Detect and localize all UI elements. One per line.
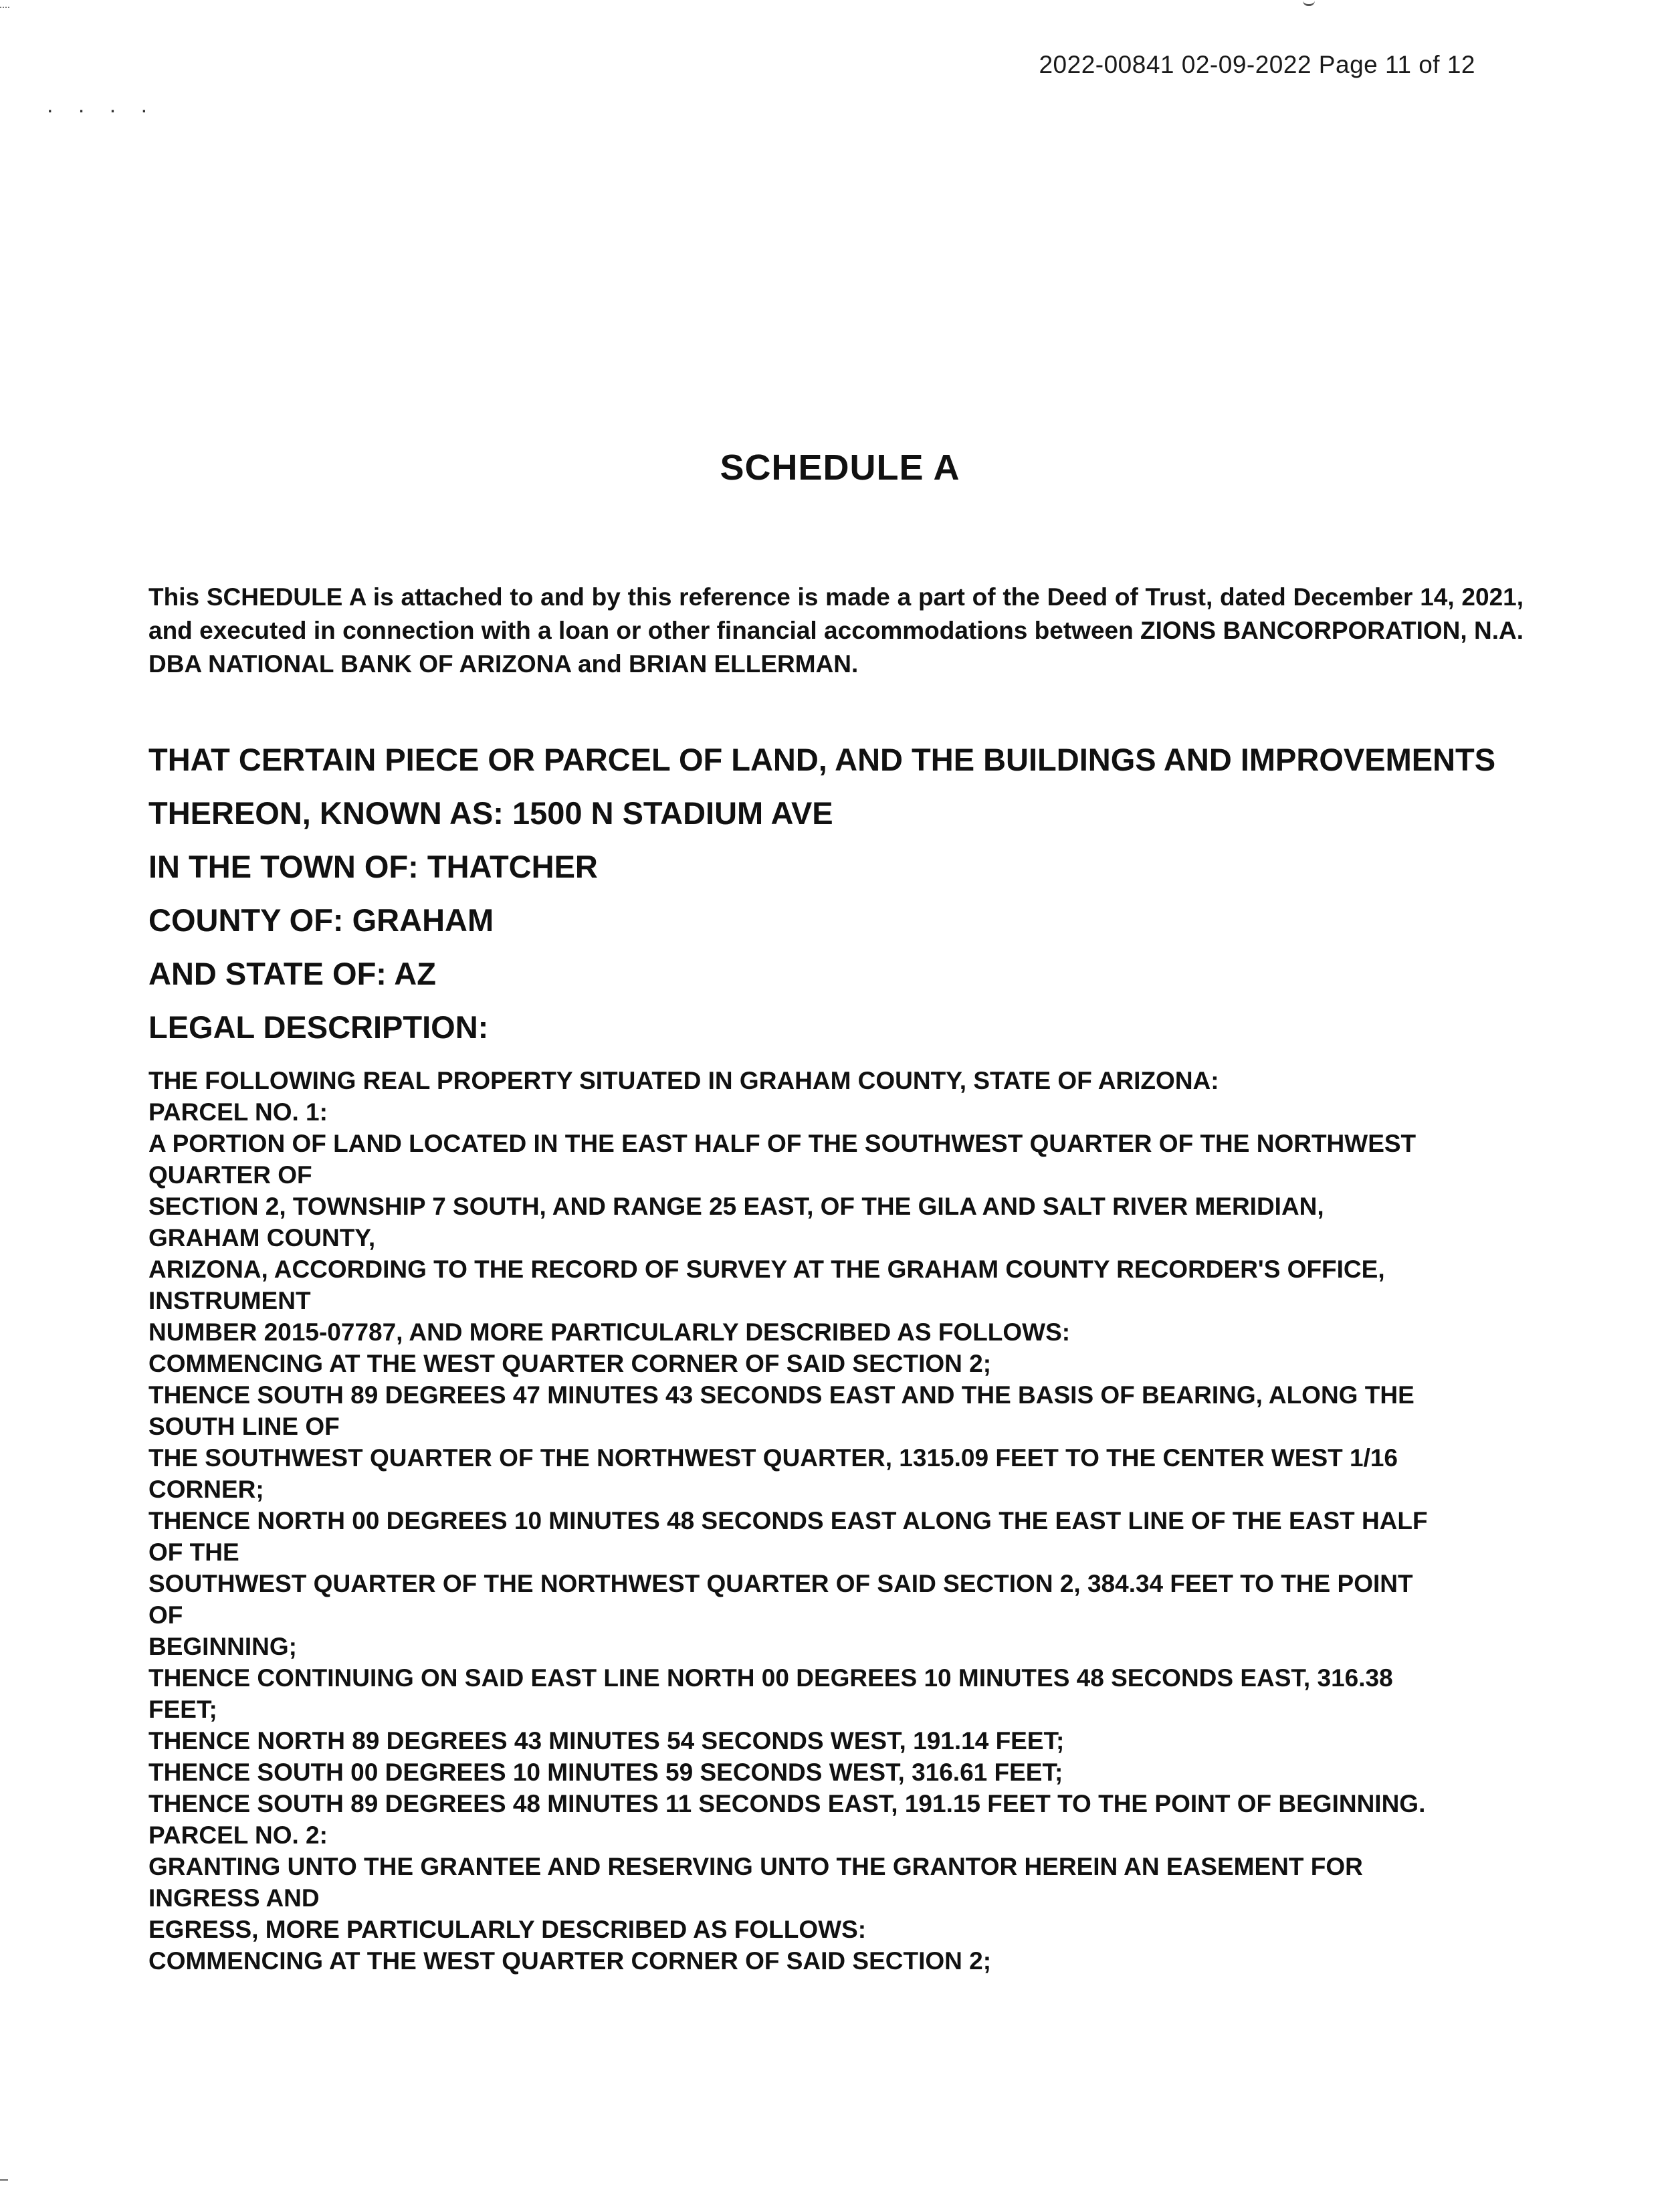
legal-line: THE FOLLOWING REAL PROPERTY SITUATED IN GRAHAM COUNTY, STATE OF ARIZONA: — [148, 1067, 1219, 1094]
property-line-state: AND STATE OF: AZ — [148, 956, 436, 991]
property-info — [148, 733, 1540, 1054]
recording-stamp: 2022-00841 02-09-2022 Page 11 of 12 — [1039, 51, 1475, 78]
legal-line: THENCE CONTINUING ON SAID EAST LINE NORTH 00 DEGREES 10 MINUTES 48 SECONDS EAST, 316.38 — [148, 1664, 1393, 1692]
legal-line: OF — [148, 1601, 183, 1629]
legal-line: ARIZONA, ACCORDING TO THE RECORD OF SURVEY AT THE GRAHAM COUNTY RECORDER'S OFFICE, — [148, 1256, 1385, 1283]
property-line-address: THEREON, KNOWN AS: 1500 N STADIUM AVE — [148, 795, 833, 831]
legal-line: PARCEL NO. 2: — [148, 1821, 328, 1849]
legal-line: SOUTHWEST QUARTER OF THE NORTHWEST QUARTER OF SAID SECTION 2, 384.34 FEET TO THE POINT — [148, 1570, 1413, 1597]
legal-line: INSTRUMENT — [148, 1287, 311, 1314]
legal-line: SECTION 2, TOWNSHIP 7 SOUTH, AND RANGE 25 EAST, OF THE GILA AND SALT RIVER MERIDIAN, — [148, 1193, 1324, 1220]
intro-paragraph: This SCHEDULE A is attached to and by this reference is made a part of the Deed of Trust, dated December 14, 2021, and executed in connection with a loan or other financial accommodations between ZIONS BANCORPORATION, N.A. DBA NATIONAL BANK OF ARIZONA and BRIAN ELLERMAN. — [148, 583, 1524, 678]
legal-line: THENCE NORTH 00 DEGREES 10 MINUTES 48 SECONDS EAST ALONG THE EAST LINE OF THE EAST HALF — [148, 1507, 1428, 1534]
legal-line: BEGINNING; — [148, 1633, 297, 1660]
page-title: SCHEDULE A — [720, 447, 960, 488]
legal-description-body — [148, 1065, 1532, 1977]
scan-edge-mark-top-left — [0, 0, 9, 8]
legal-line: SOUTH LINE OF — [148, 1413, 340, 1440]
property-line-county: COUNTY OF: GRAHAM — [148, 902, 494, 938]
legal-line: THENCE SOUTH 00 DEGREES 10 MINUTES 59 SECONDS WEST, 316.61 FEET; — [148, 1759, 1063, 1786]
legal-line: INGRESS AND — [148, 1884, 320, 1912]
legal-description-heading: LEGAL DESCRIPTION: — [148, 1009, 489, 1045]
scan-artifact-dots: . . . . — [47, 92, 157, 118]
legal-line: THENCE SOUTH 89 DEGREES 48 MINUTES 11 SECONDS EAST, 191.15 FEET TO THE POINT OF BEGINNING. — [148, 1790, 1426, 1817]
legal-line: GRAHAM COUNTY, — [148, 1224, 376, 1252]
legal-line: FEET; — [148, 1696, 217, 1723]
legal-line: NUMBER 2015-07787, AND MORE PARTICULARLY DESCRIBED AS FOLLOWS: — [148, 1318, 1071, 1346]
legal-line: COMMENCING AT THE WEST QUARTER CORNER OF SAID SECTION 2; — [148, 1947, 992, 1975]
scan-edge-mark-bottom-left — [0, 2179, 8, 2181]
property-line-land: THAT CERTAIN PIECE OR PARCEL OF LAND, AND THE BUILDINGS AND IMPROVEMENTS — [148, 742, 1496, 777]
legal-line: THE SOUTHWEST QUARTER OF THE NORTHWEST QUARTER, 1315.09 FEET TO THE CENTER WEST 1/16 — [148, 1444, 1398, 1472]
legal-line: THENCE NORTH 89 DEGREES 43 MINUTES 54 SECONDS WEST, 191.14 FEET; — [148, 1727, 1065, 1755]
legal-line: CORNER; — [148, 1476, 264, 1503]
legal-line: GRANTING UNTO THE GRANTEE AND RESERVING UNTO THE GRANTOR HEREIN AN EASEMENT FOR — [148, 1853, 1363, 1880]
legal-line: A PORTION OF LAND LOCATED IN THE EAST HALF OF THE SOUTHWEST QUARTER OF THE NORTHWEST — [148, 1130, 1416, 1157]
legal-line: THENCE SOUTH 89 DEGREES 47 MINUTES 43 SECONDS EAST AND THE BASIS OF BEARING, ALONG THE — [148, 1381, 1414, 1409]
property-line-town: IN THE TOWN OF: THATCHER — [148, 849, 598, 884]
legal-line: QUARTER OF — [148, 1161, 312, 1189]
legal-line: PARCEL NO. 1: — [148, 1098, 328, 1126]
legal-line: OF THE — [148, 1538, 239, 1566]
legal-line: COMMENCING AT THE WEST QUARTER CORNER OF SAID SECTION 2; — [148, 1350, 992, 1377]
scan-edge-mark-top-right — [1303, 0, 1315, 6]
legal-line: EGRESS, MORE PARTICULARLY DESCRIBED AS FOLLOWS: — [148, 1916, 867, 1943]
